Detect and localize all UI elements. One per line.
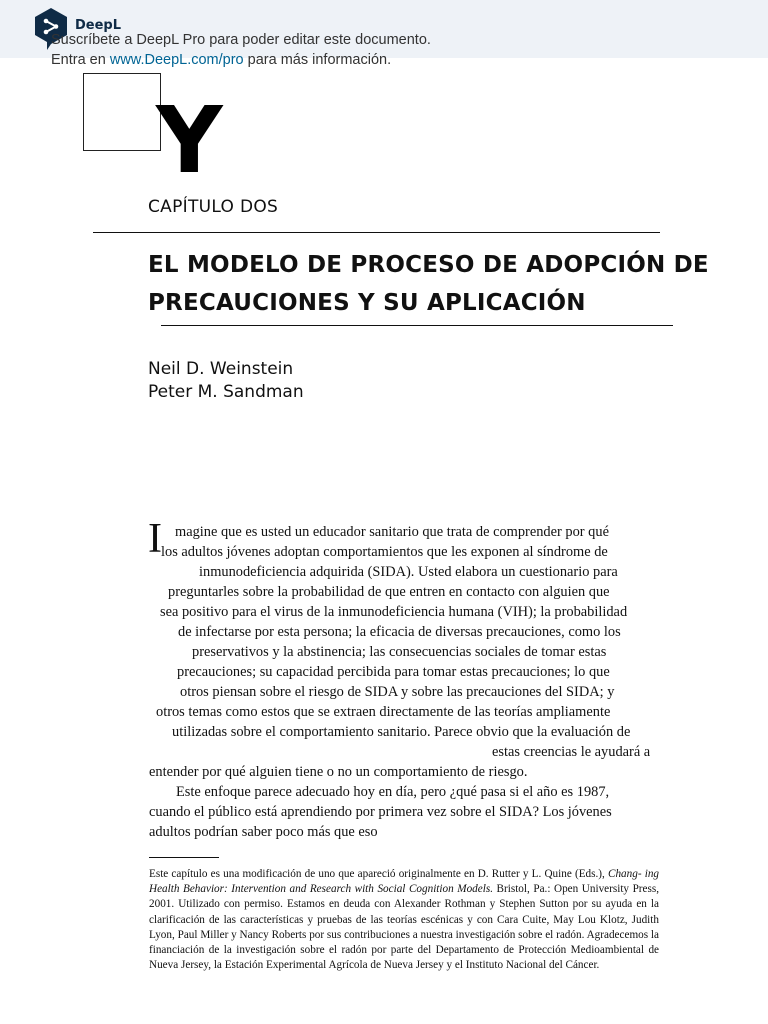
authors — [148, 358, 304, 404]
body-line: precauciones; su capacidad percibida para tomar estas precauciones; lo que — [177, 664, 610, 680]
divider — [93, 232, 660, 233]
body-line: otros temas como estos que se extraen directamente de las teorías ampliamente — [156, 704, 611, 720]
body-line: adultos podrían saber poco más que eso — [149, 824, 378, 840]
image-placeholder — [83, 73, 161, 151]
deepl-pro-link[interactable]: www.DeepL.com/pro — [109, 52, 244, 68]
drop-cap: I — [148, 516, 162, 562]
body-line: preguntarles sobre la probabilidad de que entren en contacto con alguien que — [168, 584, 610, 600]
divider — [161, 325, 673, 326]
body-text — [149, 522, 667, 842]
title-line-2: PRECAUCIONES Y SU APLICACIÓN — [148, 290, 586, 316]
banner-subscribe-text: Suscríbete a DeepL Pro para poder editar este documento. — [51, 32, 431, 48]
deepl-banner — [0, 0, 768, 68]
body-line: Este enfoque parece adecuado hoy en día, pero ¿qué pasa si el año es 1987, — [176, 784, 610, 800]
author: Neil D. Weinstein — [148, 359, 294, 379]
banner-info-text — [51, 52, 391, 68]
title-line-1: EL MODELO DE PROCESO DE ADOPCIÓN DE — [148, 252, 709, 278]
body-line: estas creencias le ayudará a — [492, 744, 651, 760]
decorative-letter: Y — [156, 87, 223, 194]
body-line: sea positivo para el virus de la inmunodeficiencia humana (VIH); la probabilidad — [160, 604, 628, 620]
body-line: los adultos jóvenes adoptan comportamientos que les exponen al síndrome de — [161, 544, 608, 560]
body-line: magine que es usted un educador sanitario que trata de comprender por qué — [175, 524, 609, 540]
banner-info-prefix: Entra en — [51, 52, 110, 68]
body-line: preservativos y la abstinencia; las consecuencias sociales de tomar estas — [192, 644, 607, 660]
footnote-text: Bristol, Pa.: Open University Press, 2001. Utilizado con permiso. Estamos en deuda con Alexander Rothman y Stephen Sutton por su ayuda en la clarificación de las características y pruebas de las teorías escénicas y con Cara Cuite, May Lou Klotz, Judith Lyon, Paul Miller y Nancy Roberts por sus contribuciones a nuestra investigación sobre el radón. Agradecemos la financiación de la investigación sobre el radón por parte del Departamento de Protección Medioambiental de Nueva Jersey, la Estación Experimental Agrícola de Nueva Jersey y el Instituto Nacional del Cáncer. — [149, 883, 659, 972]
body-line: de infectarse por esta persona; la eficacia de diversas precauciones, como los — [178, 624, 621, 640]
chapter-title — [148, 246, 708, 322]
banner-info-suffix: para más información. — [243, 52, 392, 68]
body-line: inmunodeficiencia adquirida (SIDA). Usted elabora un cuestionario para — [199, 564, 618, 580]
author: Peter M. Sandman — [148, 382, 304, 402]
footnote — [149, 867, 659, 973]
footnote-book-title: Chang- ing Health Behavior: Intervention and Research with Social Cognition Models. — [149, 868, 660, 896]
deepl-brand-name: DeepL — [75, 18, 122, 33]
footnote-text: Este capítulo es una modificación de uno que apareció originalmente en D. Rutter y L. Quine (Eds.), — [149, 868, 608, 880]
body-line: entender por qué alguien tiene o no un comportamiento de riesgo. — [149, 764, 528, 780]
body-line: utilizadas sobre el comportamiento sanitario. Parece obvio que la evaluación de — [172, 724, 631, 740]
footnote-divider — [149, 857, 219, 858]
body-line: cuando el público está aprendiendo por primera vez sobre el SIDA? Los jóvenes — [149, 804, 612, 820]
body-line: otros piensan sobre el riesgo de SIDA y sobre las precauciones del SIDA; y — [180, 684, 615, 700]
chapter-label: CAPÍTULO DOS — [148, 197, 279, 217]
